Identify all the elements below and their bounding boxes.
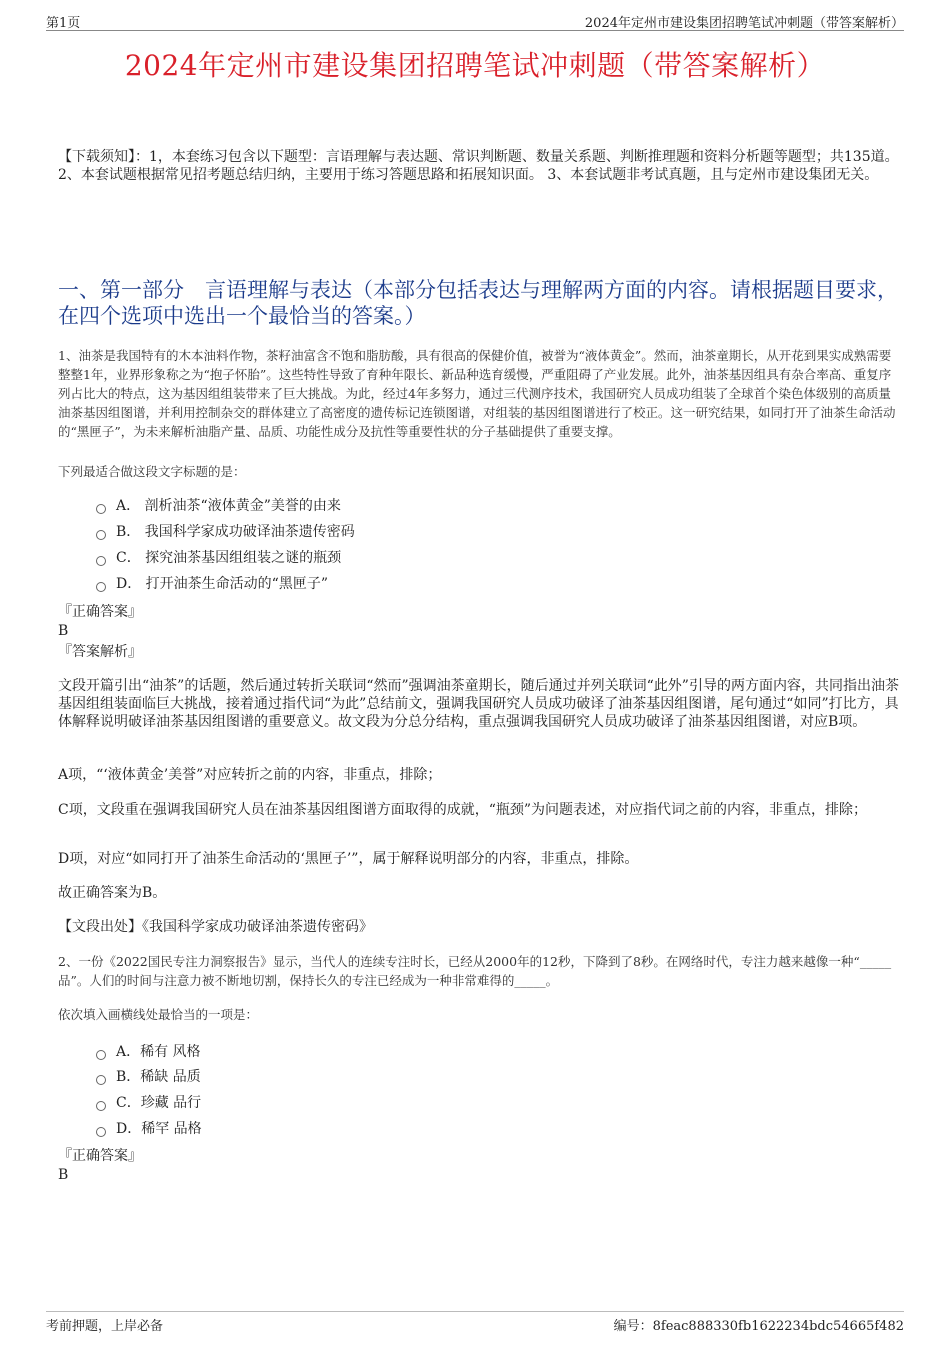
q1-analysis-para: 文段开篇引出“油茶”的话题，然后通过转折关联词“然而”强调油茶童期长，随后通过并列关联词“此外”引导的两方面内容，共同指出油茶基因组组装面临巨大挑战，接着通过指代词“为此”总结前文，强调我国研究人员成功破译了油茶基因组图谱，尾句通过“如同”打比方，具体解释说明破译油茶基因组图谱的重要意义。故文段为分总分结构，重点强调我国研究人员成功破译了油茶基因组图谱，对应B项。	[58, 678, 899, 730]
radio-icon[interactable]	[96, 530, 106, 540]
footer-slogan: 考前押题，上岸必备	[46, 1319, 164, 1334]
page-footer	[46, 1311, 904, 1334]
radio-icon[interactable]	[96, 1127, 106, 1137]
q2-option-d[interactable]: D．稀罕 品格	[96, 1120, 202, 1138]
q1-answer-label: 『正确答案』	[58, 604, 142, 620]
q1-option-b[interactable]: B． 我国科学家成功破译油茶遗传密码	[96, 523, 355, 541]
q2-answer-label: 『正确答案』	[58, 1148, 142, 1164]
document-title: 2024年定州市建设集团招聘笔试冲刺题（带答案解析）	[124, 49, 826, 82]
q1-analysis-a: A项，“‘液体黄金’美誉”对应转折之前的内容，非重点，排除；	[58, 767, 442, 783]
q1-source: 【文段出处】《我国科学家成功破译油茶遗传密码》	[58, 919, 373, 935]
q2-option-c[interactable]: C．珍藏 品行	[96, 1094, 201, 1112]
q1-answer: B	[58, 623, 69, 639]
download-notice: 【下载须知】：1，本套练习包含以下题型：言语理解与表达题、常识判断题、数量关系题、判断推理题和资料分析题等题型；共135道。 2、本套试题根据常见招考题总结归纳，主要用于练习答题思路和拓展知识面。 3、本套试题非考试真题，且与定州市建设集团无关。	[58, 149, 899, 183]
radio-icon[interactable]	[96, 582, 106, 592]
header-doc-title: 2024年定州市建设集团招聘笔试冲刺题（带答案解析）	[584, 16, 904, 31]
question-2-stem: 2、一份《2022国民专注力洞察报告》显示，当代人的连续专注时长，已经从2000年的12秒，下降到了8秒。在网络时代，专注力越来越像一种“_____品”。人们的时间与注意力被不断地切割，保持长久的专注已经成为一种非常难得的_____。	[58, 954, 892, 988]
page-number: 第1页	[46, 16, 81, 31]
page-header	[46, 10, 904, 31]
radio-icon[interactable]	[96, 504, 106, 514]
q1-analysis-d: D项，对应“如同打开了油茶生命活动的‘黑匣子’”，属于解释说明部分的内容，非重点，排除。	[58, 851, 639, 867]
q2-option-a[interactable]: A．稀有 风格	[96, 1043, 201, 1061]
radio-icon[interactable]	[96, 556, 106, 566]
q1-option-c[interactable]: C． 探究油茶基因组组装之谜的瓶颈	[96, 549, 341, 567]
q1-option-d[interactable]: D． 打开油茶生命活动的“黑匣子”	[96, 575, 328, 593]
footer-doc-id: 编号：8feac888330fb1622234bdc54665f482	[613, 1319, 904, 1334]
q1-option-a[interactable]: A． 剖析油茶“液体黄金”美誉的由来	[96, 497, 341, 515]
question-1-stem: 1、油茶是我国特有的木本油料作物，茶籽油富含不饱和脂肪酸，具有很高的保健价值，被誉为“液体黄金”。然而，油茶童期长，从开花到果实成熟需要整整1年，业界形象称之为“抱子怀胎”。这些特性导致了育种年限长、新品种选育缓慢，严重阻碍了产业发展。此外，油茶基因组具有杂合率高、重复序列占比大的特点，这为基因组组装带来了巨大挑战。为此，经过4年多努力，通过三代测序技术，我国研究人员成功组装了全球首个染色体级别的高质量油茶基因组图谱，并利用控制杂交的群体建立了高密度的遗传标记连锁图谱，对组装的基因组图谱进行了校正。这一研究结果，如同打开了油茶生命活动的“黑匣子”，为未来解析油脂产量、品质、功能性成分及抗性等重要性状的分子基础提供了重要支撑。	[58, 348, 896, 439]
section-title: 一、第一部分 言语理解与表达（本部分包括表达与理解两方面的内容。请根据题目要求，在四个选项中选出一个最恰当的答案。）	[58, 278, 898, 328]
radio-icon[interactable]	[96, 1075, 106, 1085]
radio-icon[interactable]	[96, 1101, 106, 1111]
q1-analysis-conclusion: 故正确答案为B。	[58, 885, 167, 901]
radio-icon[interactable]	[96, 1050, 106, 1060]
question-1-prompt: 下列最适合做这段文字标题的是：	[58, 464, 246, 479]
question-2-prompt: 依次填入画横线处最恰当的一项是：	[58, 1007, 259, 1022]
q2-answer: B	[58, 1167, 69, 1183]
q1-analysis-label: 『答案解析』	[58, 644, 142, 660]
q2-option-b[interactable]: B．稀缺 品质	[96, 1068, 201, 1086]
q1-analysis-c: C项，文段重在强调我国研究人员在油茶基因组图谱方面取得的成就，“瓶颈”为问题表述，对应指代词之前的内容，非重点，排除；	[58, 802, 868, 818]
